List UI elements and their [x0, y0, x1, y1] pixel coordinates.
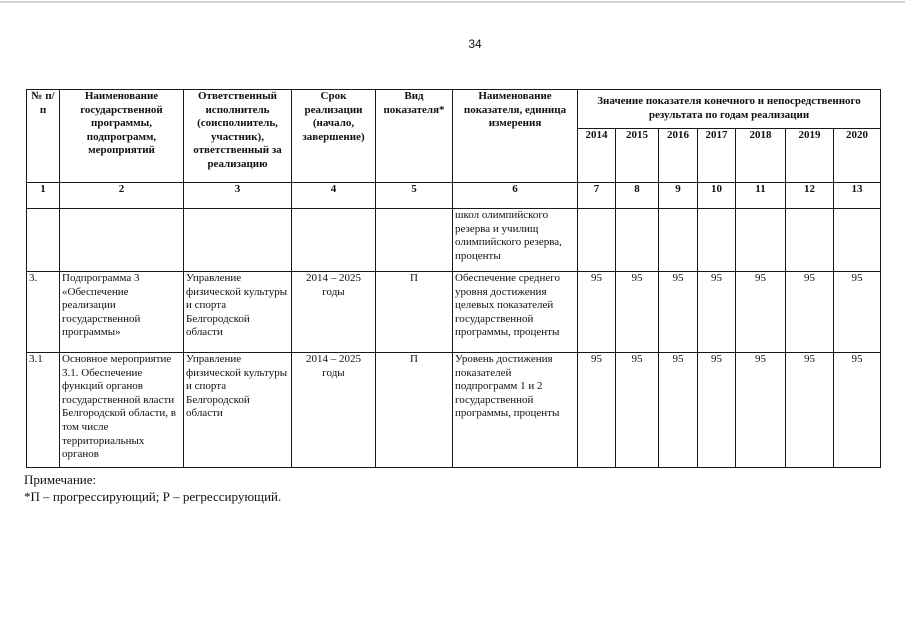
column-number: 7 [578, 183, 616, 209]
table-row [27, 209, 881, 272]
row-value: 95 [786, 272, 834, 353]
row-num: 3. [27, 272, 60, 353]
row-value: 95 [834, 272, 881, 353]
top-scan-rule [0, 1, 905, 3]
year-cell: 2014 [578, 129, 616, 183]
row-value: 95 [698, 272, 736, 353]
header-values: Значение показателя конечного и непосредственного результата по годам реализации [578, 90, 881, 129]
row-value: 95 [659, 353, 698, 468]
header-type: Вид показателя* [376, 90, 453, 183]
row-value: 95 [659, 272, 698, 353]
column-number: 13 [834, 183, 881, 209]
column-number: 10 [698, 183, 736, 209]
row-num [27, 209, 60, 272]
header-name: Наименование государственной программы, подпрограмм, мероприятий [60, 90, 184, 183]
row-executor: Управление физической культуры и спорта Белгородской области [184, 272, 292, 353]
row-name: Основное мероприятие 3.1. Обеспечение функций органов государственной власти Белгородской области, в том числе территориальных органов [60, 353, 184, 468]
column-number: 5 [376, 183, 453, 209]
row-term: 2014 – 2025 годы [292, 272, 376, 353]
row-value: 95 [616, 272, 659, 353]
column-numbers-row [27, 183, 881, 209]
row-executor [184, 209, 292, 272]
row-value: 95 [834, 353, 881, 468]
year-cell: 2015 [616, 129, 659, 183]
row-value [659, 209, 698, 272]
header-num: № п/п [27, 90, 60, 183]
row-value: 95 [616, 353, 659, 468]
row-value: 95 [698, 353, 736, 468]
row-value [736, 209, 786, 272]
year-cell: 2016 [659, 129, 698, 183]
indicators-table [26, 89, 881, 468]
row-value: 95 [736, 353, 786, 468]
table-row [27, 272, 881, 353]
year-cell: 2018 [736, 129, 786, 183]
row-term: 2014 – 2025 годы [292, 353, 376, 468]
header-executor: Ответственный исполнитель (соисполнитель, участник), ответственный за реализацию [184, 90, 292, 183]
note-title: Примечание: [24, 472, 97, 487]
header-indicator: Наименование показателя, единица измерения [453, 90, 578, 183]
row-value [834, 209, 881, 272]
row-value: 95 [578, 272, 616, 353]
row-type: П [376, 272, 453, 353]
row-value: 95 [786, 353, 834, 468]
page-number: 34 [468, 37, 482, 51]
row-value: 95 [736, 272, 786, 353]
row-value [786, 209, 834, 272]
row-value [698, 209, 736, 272]
row-term [292, 209, 376, 272]
column-number: 3 [184, 183, 292, 209]
column-number: 8 [616, 183, 659, 209]
row-value: 95 [578, 353, 616, 468]
table-row [27, 353, 881, 468]
column-number: 2 [60, 183, 184, 209]
year-cell: 2019 [786, 129, 834, 183]
row-name [60, 209, 184, 272]
column-number: 6 [453, 183, 578, 209]
row-type: П [376, 353, 453, 468]
row-value [578, 209, 616, 272]
column-number: 9 [659, 183, 698, 209]
column-number: 11 [736, 183, 786, 209]
row-indicator: Обеспечение среднего уровня достижения целевых показателей государственной программы, проценты [453, 272, 578, 353]
row-value [616, 209, 659, 272]
header-term: Срок реализации (начало, завершение) [292, 90, 376, 183]
column-number: 1 [27, 183, 60, 209]
column-number: 4 [292, 183, 376, 209]
year-cell: 2020 [834, 129, 881, 183]
year-cell: 2017 [698, 129, 736, 183]
row-num: 3.1 [27, 353, 60, 468]
row-type [376, 209, 453, 272]
row-executor: Управление физической культуры и спорта Белгородской области [184, 353, 292, 468]
header-row [27, 90, 881, 129]
note-text: *П – прогрессирующий; Р – регрессирующий. [24, 489, 282, 504]
row-indicator: Уровень достижения показателей подпрограмм 1 и 2 государственной программы, проценты [453, 353, 578, 468]
column-number: 12 [786, 183, 834, 209]
row-indicator: школ олимпийского резерва и училищ олимпийского резерва, проценты [453, 209, 578, 272]
row-name: Подпрограмма 3 «Обеспечение реализации государственной программы» [60, 272, 184, 353]
